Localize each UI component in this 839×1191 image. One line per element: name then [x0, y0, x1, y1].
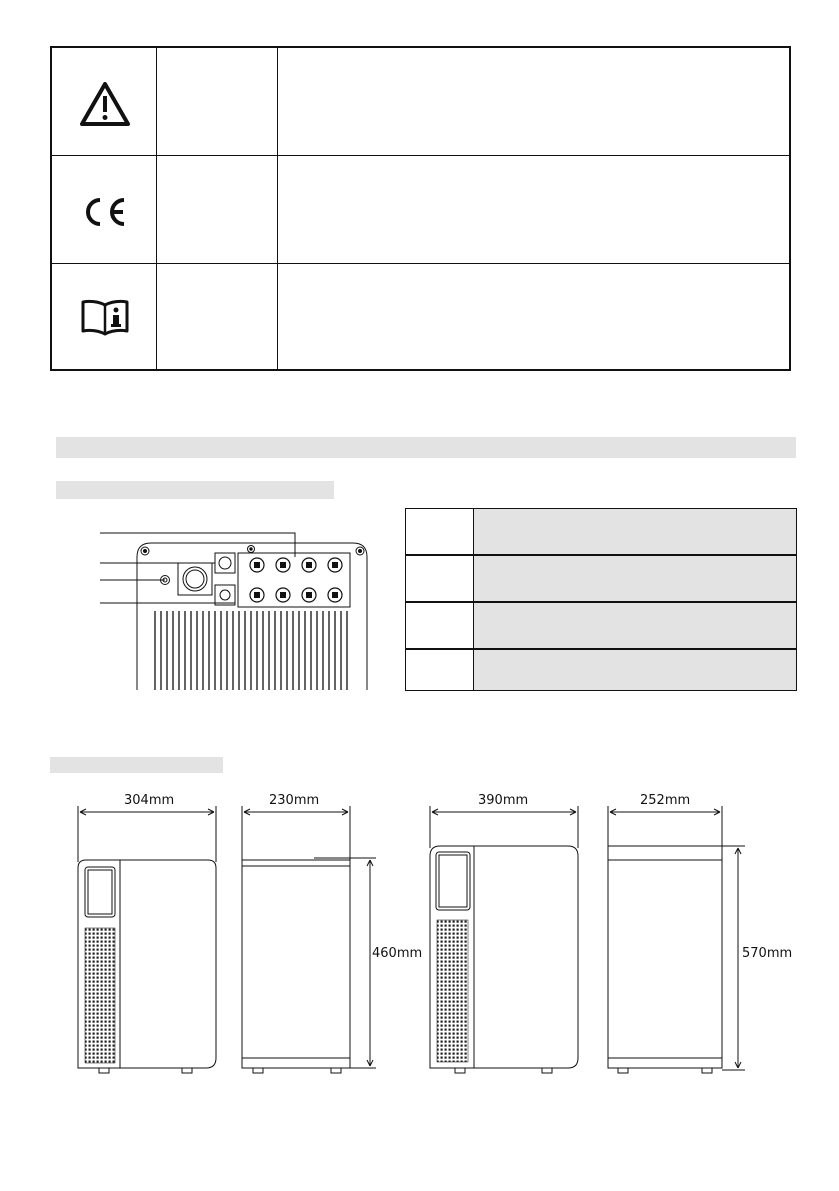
section-heading-bar — [56, 437, 796, 458]
subsection-heading-bar — [56, 481, 334, 499]
table-row — [406, 509, 796, 554]
symbol-table — [50, 46, 791, 371]
depth-label: 230mm — [269, 793, 320, 808]
table-row — [52, 48, 789, 155]
table-row — [52, 155, 789, 263]
back-panel-diagram — [95, 525, 380, 695]
depth-label: 252mm — [640, 793, 691, 808]
table-row — [406, 556, 796, 601]
port-legend-table — [405, 508, 797, 691]
width-label: 304mm — [124, 793, 175, 808]
manual-info-icon — [80, 298, 130, 336]
warning-triangle-icon — [79, 81, 131, 127]
table-row — [52, 263, 789, 369]
height-label: 460mm — [372, 946, 423, 961]
height-label: 570mm — [742, 946, 793, 961]
table-row — [406, 650, 796, 690]
subsection-heading-bar — [50, 757, 223, 773]
ce-mark-icon — [80, 196, 130, 228]
table-row — [406, 603, 796, 648]
width-label: 390mm — [478, 793, 529, 808]
